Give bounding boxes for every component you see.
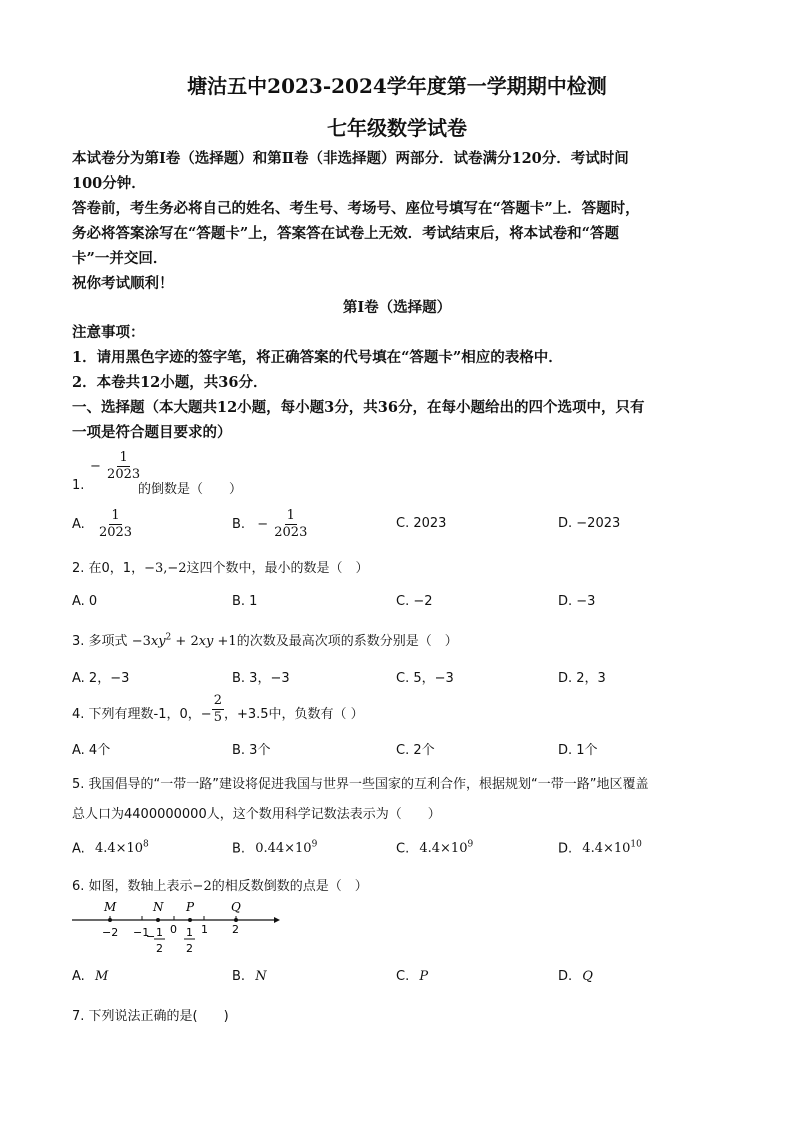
q5-option-c: C. $4.4\times 10^9$ (396, 840, 474, 857)
tick-label: 0 (170, 923, 177, 936)
q2-stem-b: −3,−2 (144, 561, 187, 576)
tick-label: 2 (186, 942, 193, 955)
page-title: 塘沽五中2023-2024学年度第一学期期中检测 (187, 74, 607, 98)
tick-label: 2 (156, 942, 163, 955)
q5-option-b: B. $0.44\times 10^9$ (232, 840, 318, 857)
label-N: N (153, 900, 164, 914)
intro-line: 本试卷分为第Ⅰ卷（选择题）和第Ⅱ卷（非选择题）两部分．试卷满分120分．考试时间 (72, 150, 629, 167)
q3-polynomial: $-3xy^2 + 2xy +1$ (131, 632, 237, 649)
label-P: P (186, 900, 195, 914)
q4-option-d: D. 1个 (558, 743, 598, 758)
tick-label: 1 (186, 926, 193, 939)
q4-stem-b: ，+3.5中，负数有（ ） (223, 707, 364, 722)
note-line: 2．本卷共12小题，共36分． (72, 374, 268, 391)
intro-line: 答卷前，考生务必将自己的姓名、考生号、考场号、座位号填写在“答题卡”上．答题时， (72, 200, 640, 217)
q1-option-b: B. − $\frac{1}{2023}$ (232, 508, 308, 540)
q1-frac (105, 450, 142, 483)
number-line-arrow (274, 917, 280, 923)
option-a-frac (97, 508, 134, 541)
q1-option-c: C. 2023 (396, 516, 447, 531)
q2-stem (72, 557, 369, 576)
option-label: D. (558, 969, 573, 984)
point-P (188, 918, 192, 922)
notes-title: 注意事项： (72, 324, 145, 341)
frac-denominator: 2023 (107, 467, 141, 482)
number-line-figure (70, 896, 290, 964)
frac-numerator: 1 (286, 508, 295, 523)
option-label: B. (232, 969, 246, 984)
q2-option-c: C. −2 (396, 594, 433, 609)
option-value: P (419, 969, 429, 984)
point-Q (234, 918, 238, 922)
point-N (156, 918, 160, 922)
tick-label: − (146, 930, 156, 943)
q2-stem-a: 2. 在0，1， (72, 561, 145, 576)
q4-frac (212, 693, 224, 726)
q1-stem: 的倒数是（ ） (138, 482, 243, 497)
q3-option-d: D. 2，3 (558, 671, 606, 686)
q6-stem (72, 875, 368, 894)
q7-stem: 7. 下列说法正确的是( ) (72, 1009, 229, 1024)
q3-option-b: B. 3，−3 (232, 671, 290, 686)
q2-option-b: B. 1 (232, 594, 258, 609)
option-label: B. (232, 517, 246, 532)
q4-option-a: A. 4个 (72, 743, 111, 758)
option-b-frac (272, 508, 309, 541)
q6-option-a (72, 969, 108, 984)
option-value: Q (582, 969, 593, 984)
intro-line: 卡”一并交回． (72, 250, 168, 267)
part-heading: 一项是符合题目要求的） (72, 424, 232, 441)
frac-denominator: 2023 (98, 525, 133, 540)
q4-option-c: C. 2个 (396, 743, 435, 758)
option-value: M (94, 969, 109, 984)
q2-stem-c: 这四个数中，最小的数是（ ） (186, 561, 369, 576)
q3-stem-c: 的次数及最高次项的系数分别是（ ） (236, 634, 458, 649)
q6-stem-c: 的相反数倒数的点是（ ） (211, 879, 368, 894)
q3-option-c: C. 5，−3 (396, 671, 454, 686)
frac-numerator: 2 (213, 693, 222, 708)
q1-number: 1. (72, 478, 85, 493)
option-value: N (255, 969, 267, 984)
q6-stem-b: −2 (192, 879, 212, 894)
q3-option-a: A. 2，−3 (72, 671, 130, 686)
q5-stem-line1: 5. 我国倡导的“一带一路”建设将促进我国与世界一些国家的互利合作，根据规划“一带一路”地区覆盖 (72, 777, 649, 792)
option-label: A. (72, 841, 85, 857)
q6-option-b (232, 969, 267, 984)
option-label: B. (232, 841, 246, 857)
note-line: 1．请用黑色字迹的签字笔，将正确答案的代号填在“答题卡”相应的表格中． (72, 349, 563, 366)
tick-label: −2 (102, 926, 119, 939)
notes-block (72, 320, 722, 445)
q1-fraction: − $\frac{1}{2023}$ (90, 450, 141, 482)
q4-stem-a: 4. 下列有理数-1，0， (72, 707, 201, 722)
q3-stem-a: 3. 多项式 (72, 634, 128, 649)
q6-option-d (558, 969, 593, 984)
tick-label: 1 (201, 923, 208, 936)
page-subtitle: 七年级数学试卷 (327, 116, 467, 140)
q4-stem: 4. 下列有理数-1，0，− $\frac{2}{5}$ ，+3.5中，负数有（ ） (72, 693, 364, 725)
section-heading: 第Ⅰ卷（选择题） (342, 299, 452, 316)
frac-denominator: 5 (213, 710, 222, 725)
q5-option-d: D. $4.4\times 10^{10}$ (558, 840, 642, 857)
q2-option-a: A. 0 (72, 594, 98, 609)
q5-stem-line2: 总人口为4400000000人，这个数用科学记数法表示为（ ） (72, 807, 441, 822)
intro-line: 务必将答案涂写在“答题卡”上，答案答在试卷上无效．考试结束后，将本试卷和“答题 (72, 225, 620, 242)
intro-line: 祝你考试顺利！ (72, 275, 174, 292)
q5-option-a: A. $4.4\times 10^8$ (72, 840, 149, 857)
tick-label: 1 (156, 926, 163, 939)
option-label: C. (396, 969, 410, 984)
q1-option-d: D. −2023 (558, 516, 621, 531)
q1-option-a (72, 508, 134, 541)
label-M: M (104, 900, 117, 914)
frac-numerator: 1 (111, 508, 120, 523)
tick-label: 2 (232, 923, 239, 936)
part-heading: 一、选择题（本大题共12小题，每小题3分，共36分，在每小题给出的四个选项中，只有 (72, 399, 645, 416)
q6-stem-a: 6. 如图，数轴上表示 (72, 879, 193, 894)
label-Q: Q (231, 900, 241, 914)
intro-paragraph (72, 146, 722, 296)
q4-option-b: B. 3个 (232, 743, 271, 758)
option-label: C. (396, 841, 410, 857)
option-label: A. (72, 517, 85, 532)
q2-option-d: D. −3 (558, 594, 596, 609)
q3-stem (72, 630, 458, 649)
option-label: D. (558, 841, 573, 857)
point-M (108, 918, 112, 922)
frac-denominator: 2023 (274, 525, 308, 540)
q6-option-c (396, 969, 428, 984)
intro-line: 100分钟． (72, 175, 146, 192)
tick-label: −1 (133, 926, 150, 939)
option-label: A. (72, 969, 85, 984)
frac-numerator: 1 (119, 450, 128, 465)
